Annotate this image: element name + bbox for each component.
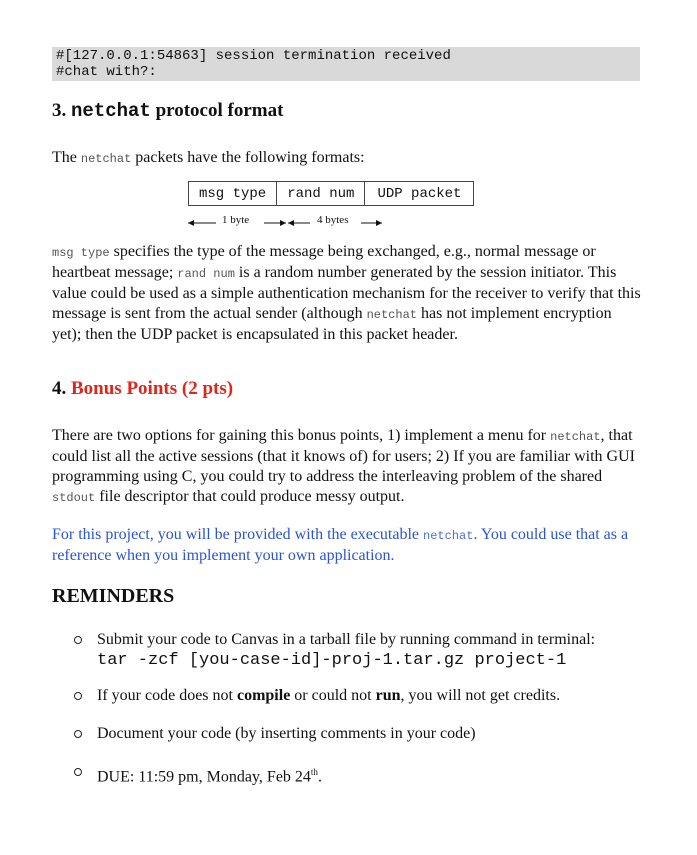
size-arrow-graphic: [186, 214, 386, 232]
compile-bold: compile: [236, 687, 291, 704]
desc-code-netchat: netchat: [366, 308, 417, 322]
section-4-number: 4.: [52, 378, 67, 399]
packet-format-table: [188, 181, 474, 206]
note-code-netchat: netchat: [423, 529, 474, 543]
due-period: .: [317, 768, 322, 786]
compile-text-1: If your code does not: [97, 687, 237, 704]
section-4-heading: [52, 378, 233, 400]
section-3-number: 3.: [52, 100, 67, 121]
section-4-title: Bonus Points (2 pts): [71, 378, 234, 399]
section-3-heading: [52, 100, 283, 122]
intro-text-1: The: [52, 149, 81, 166]
packet-intro: [52, 148, 642, 169]
bonus-code-netchat: netchat: [550, 430, 601, 444]
packet-field-rand-num: rand num: [277, 182, 365, 206]
note-text-2: . You could use that as a reference when you implement your own application.: [52, 526, 629, 564]
reminder-item-compile: [74, 686, 654, 706]
reminders-heading: REMINDERS: [52, 585, 175, 607]
reminders-list: [74, 630, 654, 787]
reminder-item-document: [74, 724, 654, 744]
section-3-title-code: netchat: [71, 100, 151, 122]
desc-text-1: specifies the type of the message being exchanged, e.g., normal message or heartbeat message;: [52, 243, 596, 281]
document-text: Document your code (by inserting comments in your code): [97, 725, 476, 742]
reminder-item-due: [74, 762, 654, 787]
compile-text-2: or could not: [290, 687, 376, 704]
intro-text-2: packets have the following formats:: [131, 149, 365, 166]
bonus-code-stdout: stdout: [52, 491, 96, 505]
note-text-1: For this project, you will be provided with the executable: [52, 526, 424, 543]
desc-text-3: has not implement encryption yet); then the UDP packet is encapsulated in this packet header.: [52, 305, 612, 343]
reminder-item-submit: [74, 630, 654, 671]
hollow-bullet-icon: [74, 692, 82, 700]
tar-command: tar -zcf [you-case-id]-proj-1.tar.gz project-1: [97, 651, 567, 670]
bonus-description: [52, 426, 642, 508]
hollow-bullet-icon: [74, 768, 82, 776]
terminal-line-2: #chat with?:: [56, 64, 157, 80]
due-suffix: th: [310, 767, 318, 777]
bonus-text-3: file descriptor that could produce messy output.: [95, 488, 405, 505]
executable-note: [52, 525, 642, 566]
run-bold: run: [375, 687, 401, 704]
hollow-bullet-icon: [74, 730, 82, 738]
size-label-1-byte: 1 byte: [222, 214, 250, 226]
compile-text-3: , you will not get credits.: [400, 687, 561, 704]
packet-field-msg-type: msg type: [189, 182, 277, 206]
terminal-output: [52, 47, 640, 81]
bonus-text-2: , that could list all the active sessions (that it knows of) for users; 2) If you are familiar with GUI programming using C, you could try to address the interleaving problem of the shared: [52, 427, 635, 485]
size-label-4-bytes: 4 bytes: [317, 214, 349, 226]
terminal-line-1: #[127.0.0.1:54863] session termination received: [56, 48, 451, 64]
hollow-bullet-icon: [74, 636, 82, 644]
desc-text-2: is a random number generated by the session initiator. This value could be used as a simple authentication mechanism for the receiver to verify that this message is sent from the actual sender (although: [52, 264, 641, 322]
packet-description: [52, 242, 642, 345]
desc-code-rand-num: rand num: [177, 267, 235, 281]
due-text: DUE: 11:59 pm, Monday, Feb 24: [97, 768, 311, 786]
field-size-arrows: [186, 214, 386, 232]
reminder-submit-text: Submit your code to Canvas in a tarball file by running command in terminal:: [97, 631, 596, 648]
section-3-title-rest: protocol format: [150, 100, 284, 121]
packet-field-udp-packet: UDP packet: [365, 182, 474, 206]
intro-code: netchat: [80, 152, 132, 166]
bonus-text-1: There are two options for gaining this bonus points, 1) implement a menu for: [52, 427, 551, 444]
desc-code-msg-type: msg type: [52, 246, 110, 260]
